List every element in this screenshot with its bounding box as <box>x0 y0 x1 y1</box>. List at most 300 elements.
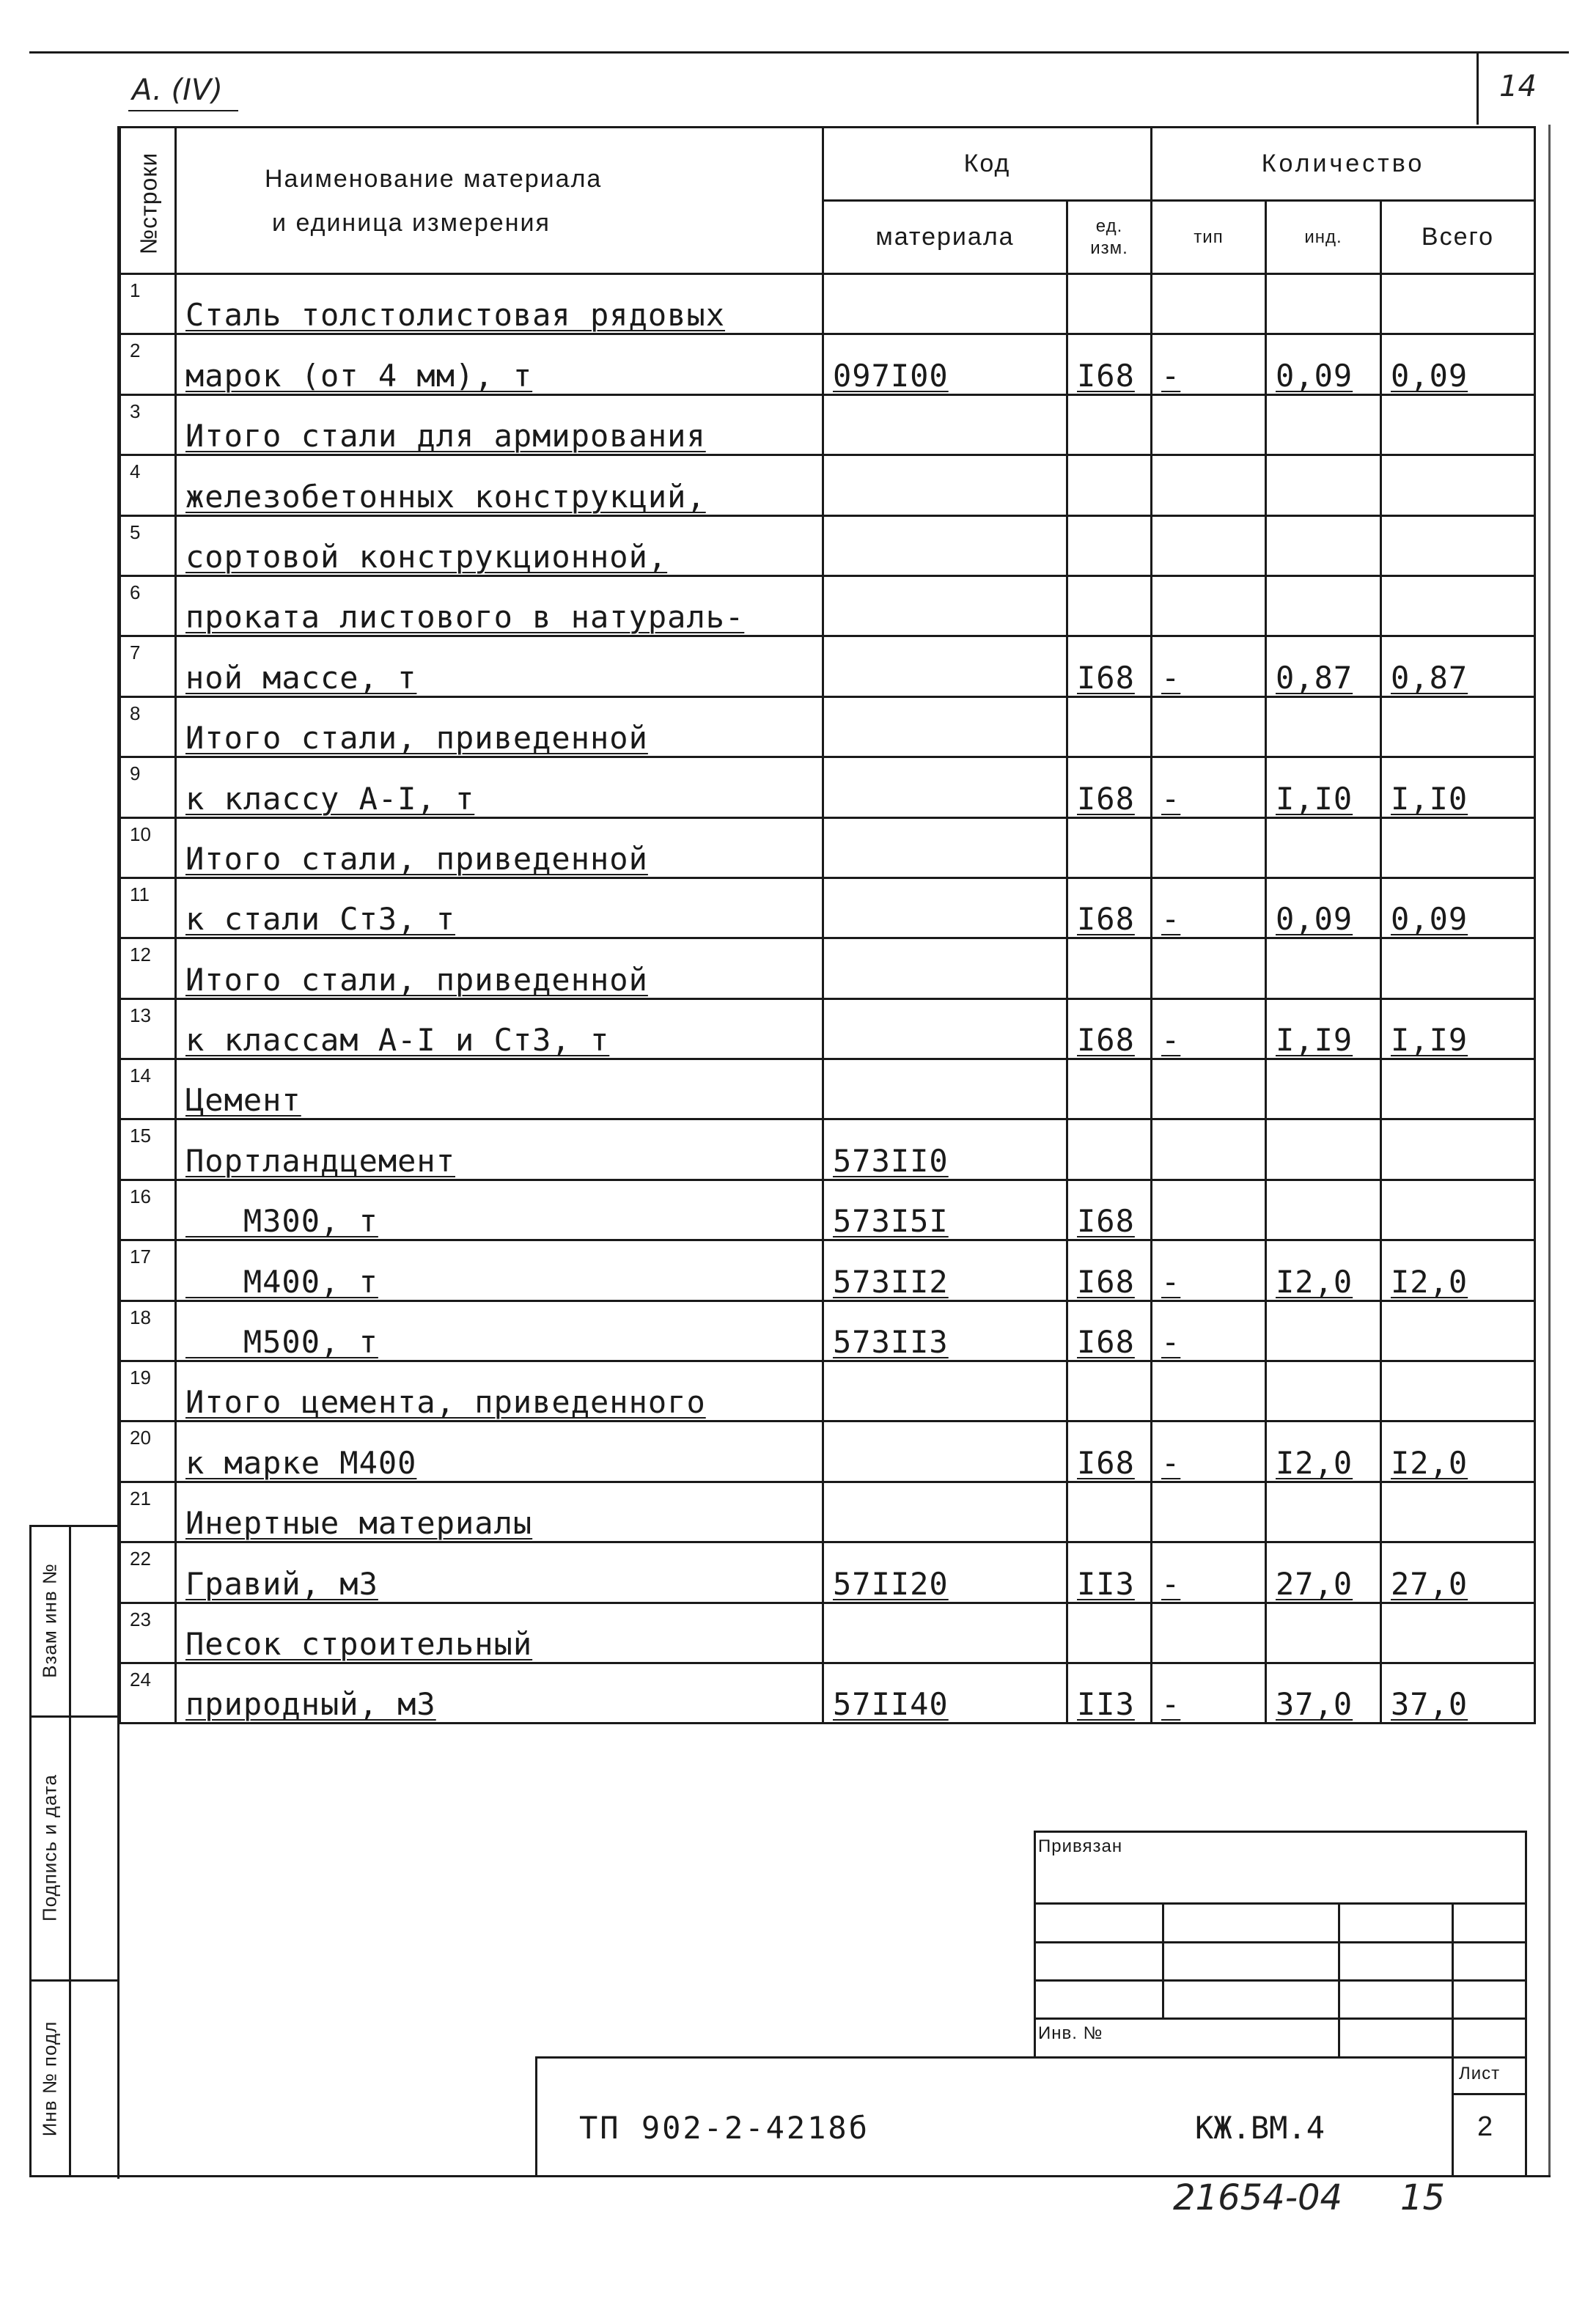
unit-header-line1: ед. <box>1095 216 1123 236</box>
row-total-cell <box>1381 515 1535 575</box>
row-total-cell <box>1381 817 1535 878</box>
row-ind-cell <box>1266 334 1381 394</box>
row-type-cell <box>1152 394 1266 455</box>
row-code: 573I5I <box>833 1203 949 1240</box>
bottom-handwritten-page: 15 <box>1400 2177 1446 2218</box>
row-code-cell <box>823 1542 1067 1603</box>
title-block-left <box>1034 1831 1036 2058</box>
row-name-cell <box>176 1180 823 1240</box>
right-frame-line <box>1548 125 1551 2177</box>
row-type-cell <box>1152 1240 1266 1301</box>
row-ind: 37,0 <box>1276 1686 1353 1723</box>
list-value: 2 <box>1477 2111 1493 2142</box>
row-unit-cell <box>1067 515 1152 575</box>
row-total: 37,0 <box>1391 1686 1468 1723</box>
row-unit-cell <box>1067 998 1152 1059</box>
table-row <box>120 1180 1535 1240</box>
sheet-code: КЖ.ВМ.4 <box>1195 2110 1325 2146</box>
row-unit-cell <box>1067 1301 1152 1361</box>
row-type-cell <box>1152 1663 1266 1723</box>
row-type-cell <box>1152 1180 1266 1240</box>
row-total-cell <box>1381 1180 1535 1240</box>
row-code-cell <box>823 998 1067 1059</box>
row-name-cell <box>176 575 823 636</box>
table-row <box>120 394 1535 455</box>
row-unit-cell <box>1067 817 1152 878</box>
row-name: Инертные материалы <box>185 1505 533 1542</box>
row-ind-cell <box>1266 998 1381 1059</box>
row-ind-cell <box>1266 1119 1381 1180</box>
row-name: Цемент <box>185 1082 301 1119</box>
row-total-cell <box>1381 455 1535 515</box>
row-name: Итого стали, приведенной <box>185 961 648 998</box>
table-row <box>120 817 1535 878</box>
row-number: 17 <box>120 1240 176 1301</box>
row-name-cell <box>176 334 823 394</box>
row-total-cell <box>1381 696 1535 757</box>
tb-vline-2 <box>1338 1902 1340 2058</box>
row-code: 57II40 <box>833 1686 949 1723</box>
stamp-inner-line <box>69 1525 71 2177</box>
row-name-cell <box>176 1482 823 1542</box>
row-unit: II3 <box>1077 1686 1135 1723</box>
row-total-cell <box>1381 1663 1535 1723</box>
row-type: - <box>1161 1686 1181 1723</box>
row-number: 11 <box>120 878 176 938</box>
top-frame-line <box>29 51 1569 54</box>
row-total: 27,0 <box>1391 1565 1468 1602</box>
row-name: Итого стали, приведенной <box>185 840 648 877</box>
row-ind-cell <box>1266 636 1381 696</box>
row-type-cell <box>1152 1361 1266 1421</box>
row-ind-cell <box>1266 274 1381 334</box>
row-ind: I,I0 <box>1276 780 1353 817</box>
row-total: I,I9 <box>1391 1022 1468 1059</box>
inv-no-label: Инв. № <box>1038 2023 1103 2043</box>
row-name: к классам А-I и Ст3, т <box>185 1022 610 1059</box>
row-name: Сталь толстолистовая рядовых <box>185 297 726 334</box>
row-total-cell <box>1381 1119 1535 1180</box>
row-ind: I2,0 <box>1276 1444 1353 1481</box>
row-code: 573II0 <box>833 1142 949 1179</box>
row-number: 21 <box>120 1482 176 1542</box>
row-number-header <box>120 128 176 274</box>
row-number: 6 <box>120 575 176 636</box>
row-total: 0,87 <box>1391 659 1468 696</box>
table-row <box>120 1059 1535 1119</box>
row-unit-cell <box>1067 394 1152 455</box>
row-number: 12 <box>120 938 176 998</box>
row-name: проката листового в натураль- <box>185 599 745 636</box>
row-name: ной массе, т <box>185 659 417 696</box>
row-total-cell <box>1381 1059 1535 1119</box>
table-row <box>120 575 1535 636</box>
row-unit-cell <box>1067 1663 1152 1723</box>
row-number: 16 <box>120 1180 176 1240</box>
row-ind-cell <box>1266 394 1381 455</box>
page-number-handwritten: 14 <box>1499 70 1537 103</box>
row-total-cell <box>1381 1603 1535 1663</box>
row-type-cell <box>1152 998 1266 1059</box>
row-type-cell <box>1152 1542 1266 1603</box>
row-number: 2 <box>120 334 176 394</box>
row-name-cell <box>176 274 823 334</box>
stamp-left-line <box>29 1525 32 2177</box>
row-number: 7 <box>120 636 176 696</box>
row-code-cell <box>823 394 1067 455</box>
row-name-cell <box>176 1119 823 1180</box>
row-code-cell <box>823 1240 1067 1301</box>
row-type-cell <box>1152 575 1266 636</box>
row-total-cell <box>1381 334 1535 394</box>
row-number: 18 <box>120 1301 176 1361</box>
row-number: 1 <box>120 274 176 334</box>
row-number-header-text: №строки <box>135 152 162 255</box>
row-total-cell <box>1381 1361 1535 1421</box>
table-row <box>120 274 1535 334</box>
row-code-cell <box>823 334 1067 394</box>
privyazan-label: Привязан <box>1038 1836 1123 1856</box>
row-ind: 0,09 <box>1276 901 1353 938</box>
row-code-cell <box>823 696 1067 757</box>
row-unit: I68 <box>1077 1444 1135 1481</box>
row-unit-cell <box>1067 1603 1152 1663</box>
row-unit: I68 <box>1077 1203 1135 1240</box>
stamp-inv-podl-label: Инв № подл <box>38 2020 61 2137</box>
row-ind-cell <box>1266 1361 1381 1421</box>
row-total-cell <box>1381 757 1535 817</box>
row-code-cell <box>823 938 1067 998</box>
row-name-cell <box>176 455 823 515</box>
row-ind-cell <box>1266 1603 1381 1663</box>
row-unit: I68 <box>1077 901 1135 938</box>
row-unit-cell <box>1067 1180 1152 1240</box>
row-unit-cell <box>1067 334 1152 394</box>
row-total-cell <box>1381 394 1535 455</box>
row-type-cell <box>1152 938 1266 998</box>
row-name: Итого стали для армирования <box>185 418 706 455</box>
table-row <box>120 696 1535 757</box>
row-total: I,I0 <box>1391 780 1468 817</box>
ind-header: инд. <box>1266 201 1381 274</box>
materials-table <box>119 126 1536 1724</box>
row-number: 15 <box>120 1119 176 1180</box>
stamp-vzam-label: Взам инв № <box>38 1563 61 1678</box>
table-row <box>120 1421 1535 1482</box>
row-total-cell <box>1381 878 1535 938</box>
row-ind-cell <box>1266 1301 1381 1361</box>
tb-vline-1 <box>1162 1902 1164 2020</box>
table-row <box>120 455 1535 515</box>
row-code-cell <box>823 575 1067 636</box>
row-total: 0,09 <box>1391 357 1468 394</box>
row-unit-cell <box>1067 1421 1152 1482</box>
row-code-cell <box>823 757 1067 817</box>
tb-main-left <box>535 2056 537 2177</box>
row-type-cell <box>1152 1482 1266 1542</box>
table-body <box>120 274 1535 1724</box>
row-type: - <box>1161 1022 1181 1059</box>
row-ind-cell <box>1266 1180 1381 1240</box>
row-code-cell <box>823 515 1067 575</box>
row-name: к классу А-I, т <box>185 780 475 817</box>
row-number: 19 <box>120 1361 176 1421</box>
row-ind: I2,0 <box>1276 1263 1353 1300</box>
table-row <box>120 998 1535 1059</box>
row-ind-cell <box>1266 575 1381 636</box>
row-ind: 0,09 <box>1276 357 1353 394</box>
row-name-cell <box>176 1361 823 1421</box>
row-code-cell <box>823 274 1067 334</box>
row-name: М500, т <box>185 1324 378 1361</box>
row-type-cell <box>1152 878 1266 938</box>
stamp-podpis-label: Подпись и дата <box>38 1774 61 1922</box>
bottom-handwritten-number: 21654-04 <box>1173 2177 1343 2218</box>
material-code-header: материала <box>823 201 1067 274</box>
row-total-cell <box>1381 998 1535 1059</box>
corner-mark: A. (IV) <box>132 73 223 107</box>
row-name: Итого стали, приведенной <box>185 720 648 757</box>
row-unit: I68 <box>1077 1022 1135 1059</box>
row-unit-cell <box>1067 575 1152 636</box>
row-name-cell <box>176 636 823 696</box>
row-total-cell <box>1381 1421 1535 1482</box>
row-type-cell <box>1152 455 1266 515</box>
row-unit-cell <box>1067 1119 1152 1180</box>
row-type-cell <box>1152 636 1266 696</box>
row-total-cell <box>1381 1542 1535 1603</box>
row-unit: I68 <box>1077 357 1135 394</box>
row-code-cell <box>823 1301 1067 1361</box>
table-row <box>120 938 1535 998</box>
title-block-right <box>1525 1831 1527 2175</box>
row-code: 097I00 <box>833 357 949 394</box>
row-total-cell <box>1381 636 1535 696</box>
table-row <box>120 878 1535 938</box>
row-number: 9 <box>120 757 176 817</box>
row-type: - <box>1161 1324 1181 1361</box>
row-type-cell <box>1152 1301 1266 1361</box>
title-block-top <box>1034 1831 1526 1833</box>
corner-mark-underline <box>128 110 238 111</box>
row-name-cell <box>176 1663 823 1723</box>
row-name: природный, м3 <box>185 1686 436 1723</box>
type-header: тип <box>1152 201 1266 274</box>
row-name: к марке М400 <box>185 1444 417 1481</box>
row-type-cell <box>1152 696 1266 757</box>
row-name: Портландцемент <box>185 1142 456 1179</box>
row-name: к стали Ст3, т <box>185 901 456 938</box>
row-unit: I68 <box>1077 659 1135 696</box>
table-row <box>120 515 1535 575</box>
row-ind: 27,0 <box>1276 1565 1353 1602</box>
row-total-cell <box>1381 938 1535 998</box>
row-number: 10 <box>120 817 176 878</box>
row-ind-cell <box>1266 515 1381 575</box>
row-unit-cell <box>1067 696 1152 757</box>
row-name-cell <box>176 515 823 575</box>
row-code-cell <box>823 817 1067 878</box>
name-header-line1: Наименование материала <box>265 164 603 193</box>
row-name: марок (от 4 мм), т <box>185 357 533 394</box>
row-code: 573II2 <box>833 1263 949 1300</box>
row-name-cell <box>176 1301 823 1361</box>
row-ind: I,I9 <box>1276 1022 1353 1059</box>
unit-header <box>1067 201 1152 274</box>
table-row <box>120 757 1535 817</box>
row-ind-cell <box>1266 1663 1381 1723</box>
row-type: - <box>1161 357 1181 394</box>
row-type-cell <box>1152 1119 1266 1180</box>
row-ind-cell <box>1266 1542 1381 1603</box>
row-ind-cell <box>1266 455 1381 515</box>
name-header-line2: и единица измерения <box>272 208 551 237</box>
row-ind-cell <box>1266 757 1381 817</box>
row-name-cell <box>176 1421 823 1482</box>
row-name: Песок строительный <box>185 1625 533 1662</box>
row-code-cell <box>823 455 1067 515</box>
row-code-cell <box>823 1361 1067 1421</box>
row-unit-cell <box>1067 274 1152 334</box>
row-code-cell <box>823 1421 1067 1482</box>
row-total-cell <box>1381 1301 1535 1361</box>
row-number: 23 <box>120 1603 176 1663</box>
row-number: 4 <box>120 455 176 515</box>
row-total-cell <box>1381 575 1535 636</box>
row-unit-cell <box>1067 1361 1152 1421</box>
row-total: I2,0 <box>1391 1444 1468 1481</box>
row-type: - <box>1161 780 1181 817</box>
row-unit-cell <box>1067 455 1152 515</box>
table-row <box>120 334 1535 394</box>
row-type: - <box>1161 1263 1181 1300</box>
tb-main-top <box>535 2056 1526 2059</box>
tb-list-divider <box>1452 2093 1526 2095</box>
row-total-cell <box>1381 1482 1535 1542</box>
row-name: М300, т <box>185 1203 378 1240</box>
row-type: - <box>1161 1444 1181 1481</box>
row-total-cell <box>1381 1240 1535 1301</box>
row-name-cell <box>176 878 823 938</box>
table-row <box>120 1361 1535 1421</box>
row-type-cell <box>1152 817 1266 878</box>
row-number: 13 <box>120 998 176 1059</box>
row-name-cell <box>176 938 823 998</box>
row-unit-cell <box>1067 636 1152 696</box>
row-code-cell <box>823 878 1067 938</box>
total-header: Всего <box>1381 201 1535 274</box>
row-type: - <box>1161 659 1181 696</box>
row-unit: I68 <box>1077 1263 1135 1300</box>
row-code: 57II20 <box>833 1565 949 1602</box>
row-type-cell <box>1152 515 1266 575</box>
code-header: Код <box>823 128 1152 201</box>
row-name: М400, т <box>185 1263 378 1300</box>
row-number: 3 <box>120 394 176 455</box>
row-ind-cell <box>1266 1482 1381 1542</box>
row-unit-cell <box>1067 1240 1152 1301</box>
row-ind-cell <box>1266 1421 1381 1482</box>
row-name-cell <box>176 998 823 1059</box>
row-unit: I68 <box>1077 780 1135 817</box>
stamp-divider-2 <box>29 1979 119 1982</box>
row-code-cell <box>823 1482 1067 1542</box>
row-name: сортовой конструкционной, <box>185 538 668 575</box>
row-code-cell <box>823 1180 1067 1240</box>
row-ind-cell <box>1266 878 1381 938</box>
row-unit-cell <box>1067 1059 1152 1119</box>
row-number: 20 <box>120 1421 176 1482</box>
row-type: - <box>1161 1565 1181 1602</box>
row-unit: II3 <box>1077 1565 1135 1602</box>
row-name-cell <box>176 1603 823 1663</box>
tb-vline-3 <box>1452 1902 1454 2175</box>
row-name: железобетонных конструкций, <box>185 478 706 515</box>
row-name: Итого цемента, приведенного <box>185 1384 706 1421</box>
table-row <box>120 1542 1535 1603</box>
row-unit: I68 <box>1077 1324 1135 1361</box>
row-type-cell <box>1152 1603 1266 1663</box>
row-code-cell <box>823 1059 1067 1119</box>
top-right-tab-line <box>1477 51 1479 125</box>
row-ind-cell <box>1266 696 1381 757</box>
table-row <box>120 1482 1535 1542</box>
row-name-cell <box>176 817 823 878</box>
row-number: 22 <box>120 1542 176 1603</box>
row-ind: 0,87 <box>1276 659 1353 696</box>
row-unit-cell <box>1067 757 1152 817</box>
row-number: 5 <box>120 515 176 575</box>
row-unit-cell <box>1067 1542 1152 1603</box>
unit-header-line2: изм. <box>1090 238 1128 258</box>
table-row <box>120 1119 1535 1180</box>
table-row <box>120 1301 1535 1361</box>
row-number: 14 <box>120 1059 176 1119</box>
row-name-cell <box>176 1542 823 1603</box>
row-number: 8 <box>120 696 176 757</box>
row-name-cell <box>176 394 823 455</box>
row-number: 24 <box>120 1663 176 1723</box>
row-name-cell <box>176 696 823 757</box>
row-type: - <box>1161 901 1181 938</box>
list-label: Лист <box>1459 2064 1501 2083</box>
name-header <box>176 128 823 274</box>
table-row <box>120 636 1535 696</box>
row-total-cell <box>1381 274 1535 334</box>
row-code-cell <box>823 636 1067 696</box>
row-type-cell <box>1152 274 1266 334</box>
row-code-cell <box>823 1603 1067 1663</box>
row-code: 573II3 <box>833 1324 949 1361</box>
row-code-cell <box>823 1663 1067 1723</box>
row-type-cell <box>1152 1059 1266 1119</box>
quantity-header: Количество <box>1152 128 1535 201</box>
row-type-cell <box>1152 1421 1266 1482</box>
table-row <box>120 1240 1535 1301</box>
row-ind-cell <box>1266 1240 1381 1301</box>
row-unit-cell <box>1067 938 1152 998</box>
row-name-cell <box>176 1240 823 1301</box>
doc-code: ТП 902-2-4218б <box>579 2110 870 2146</box>
row-type-cell <box>1152 334 1266 394</box>
row-code-cell <box>823 1119 1067 1180</box>
row-unit-cell <box>1067 1482 1152 1542</box>
row-name: Гравий, м3 <box>185 1565 378 1602</box>
row-name-cell <box>176 757 823 817</box>
row-type-cell <box>1152 757 1266 817</box>
table-row <box>120 1603 1535 1663</box>
row-ind-cell <box>1266 817 1381 878</box>
